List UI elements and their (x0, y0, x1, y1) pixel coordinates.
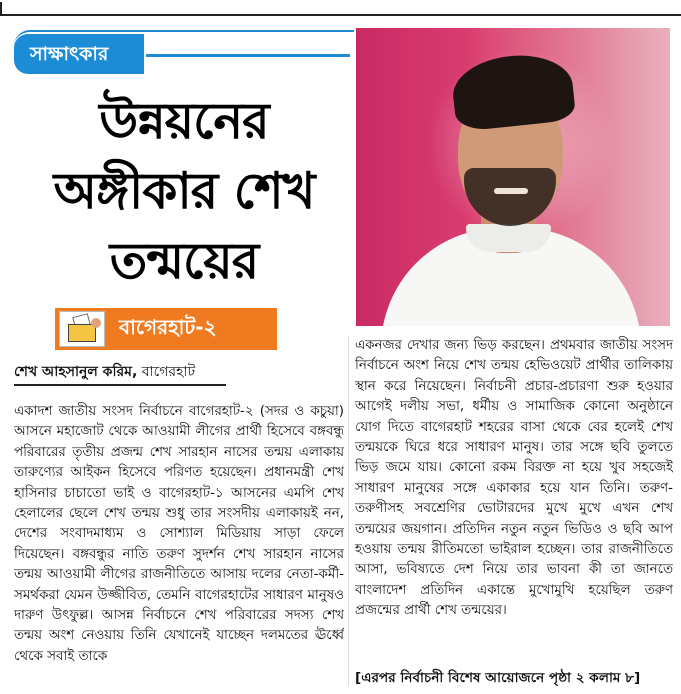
headline-line-2: অঙ্গীকার শেখ (53, 162, 315, 220)
constituency-badge (55, 308, 277, 350)
article-body-left: একাদশ জাতীয় সংসদ নির্বাচনে বাগেরহাট-২ (সদর ও কচুয়া) আসনে মহাজোট থেকে আওয়ামী লীগের প্রার্থী হিসেবে বঙ্গবন্ধু পরিবারের তৃতীয় প্রজন্ম শেখ সারহান নাসের তন্ময় এলাকায় তারুণ্যের আইকন হিসেবে পরিণত হয়েছেন। প্রধানমন্ত্রী শেখ হাসিনার চাচাতো ভাই ও বাগেরহাট-১ আসনের এমপি শেখ হেলালের ছেলে শেখ তন্ময় শুধু তার সংসদীয় এলাকায়ই নন, দেশের সংবাদমাধ্যম ও সোশ্যাল মিডিয়ায় সাড়া ফেলে দিয়েছেন। বঙ্গবন্ধুর নাতি তরুণ সুদর্শন শেখ সারহান নাসের তন্ময় আওয়ামী লীগের রাজনীতিতে আসায় দলের নেতা-কর্মী-সমর্থকরা যেমন উজ্জীবিত, তেমনি বাগেরহাটের সাধারণ মানুষও দারুণ উৎফুল্ল। আসন্ন নির্বাচনে শেখ পরিবারের সদস্য শেখ তন্ময় অংশ নেওয়ায় তিনি যেখানেই যাচ্ছেন দলমতের ঊর্ধ্বে থেকে সবাই তাকে (14, 404, 344, 664)
byline-author: শেখ আহসানুল করিম, (14, 364, 138, 380)
byline-location: বাগেরহাট (137, 364, 196, 380)
top-rule (0, 0, 681, 16)
section-rule (146, 54, 350, 57)
constituency-label: বাগেরহাট-২ (119, 314, 217, 339)
continued-note: [এরপর নির্বাচনী বিশেষ আয়োজনে পৃষ্ঠা ২ কলাম ৮] (355, 670, 641, 686)
byline (14, 362, 226, 386)
section-tag: সাক্ষাৎকার (14, 34, 144, 74)
top-rule-tick (0, 2, 70, 16)
article-body-right: একনজর দেখার জন্য ভিড় করছেন। প্রথমবার জাতীয় সংসদ নির্বাচনে অংশ নিয়ে শেখ তন্ময় হেভিওয়েট প্রার্থীর তালিকায় স্থান করে নিয়েছেন। নির্বাচনী প্রচার-প্রচারণা শুরু হওয়ার আগেই দলীয় সভা, ধর্মীয় ও সামাজিক কোনো অনুষ্ঠানে যোগ দিতে বাগেরহাট শহরের বাসা থেকে বের হলেই শেখ তন্ময়কে ঘিরে ধরে সাধারণ মানুষ। তার সঙ্গে ছবি তুলতে ভিড় জমে যায়। কোনো রকম বিরক্ত না হয়ে খুব সহজেই সাধারণ মানুষের সঙ্গে একাকার হয়ে যান তিনি। তরুণ-তরুণীসহ সবশ্রেণির ভোটারদের মুখে মুখে এখন শেখ তন্ময়ের জয়গান। প্রতিদিন নতুন নতুন ভিডিও ও ছবি আপ হওয়ায় তন্ময় রীতিমতো ভাইরাল হচ্ছেন। তার রাজনীতিতে আসা, ভবিষ্যতে দেশ নিয়ে তার ভাবনা কী তা জানতে বাংলাদেশ প্রতিদিন একান্তে মুখোমুখি হয়েছিল তরুণ প্রজন্মের প্রার্থী শেখ তন্ময়ের। (355, 338, 673, 619)
ballot-box-icon (59, 311, 105, 347)
headline (16, 86, 352, 296)
column-divider (348, 336, 349, 686)
headline-line-1: উন্নয়নের (99, 92, 269, 150)
portrait-photo (356, 28, 670, 326)
headline-line-3: তন্ময়ের (109, 232, 259, 290)
